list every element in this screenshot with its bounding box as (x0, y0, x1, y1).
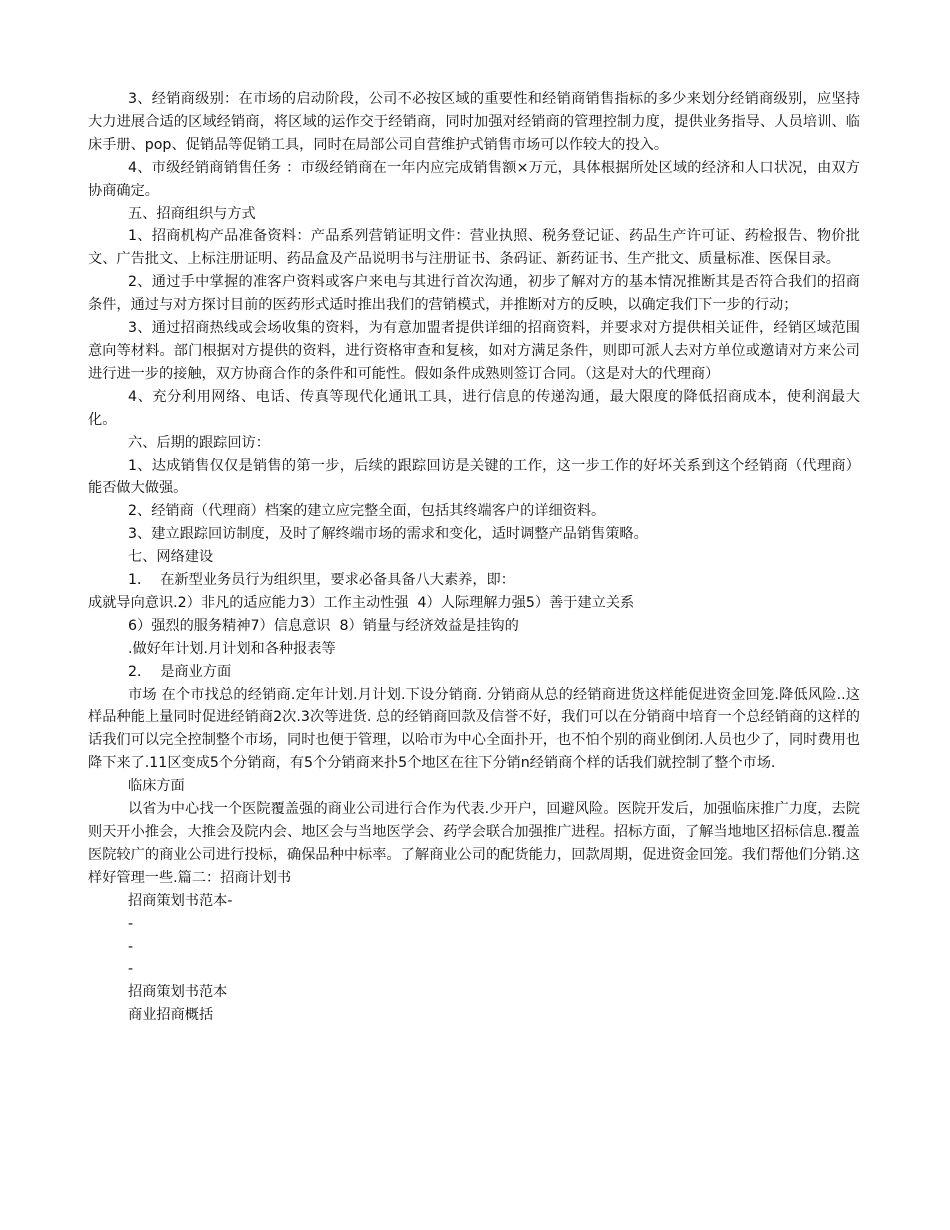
heading-section-7: 七、网络建设 (128, 549, 214, 566)
paragraph-city-sales-task: 4、市级经销商销售任务 ：市级经销商在一年内应完成销售额×万元，具体根据所处区域的经济和人口状况，由双方协商确定。 (88, 159, 860, 199)
list-item-1: 1． 在新型业务员行为组织里，要求必备具备八大素养，即： (128, 572, 515, 589)
paragraph-first-contact: 2、通过手中掌握的准客户资料或客户来电与其进行首次沟通，初步了解对方的基本情况推断其是否符合我们的招商条件，通过与对方探讨目前的医药形式适时推出我们的营销模式，并推断对方的反映，以确定我们下一步的行动； (88, 274, 860, 314)
line-dash-1: - (128, 915, 134, 932)
paragraph-clinical: 以省为中心找一个医院覆盖强的商业公司进行合作为代表.少开户，回避风险。医院开发后，加强临床推广力度，去院则天开小推会，大推会及院内会、地区会与当地医学会、药学会联合加强推广进程。招标方面，了解当地地区招标信息.覆盖医院较广的商业公司进行投标，确保品种中标率。了解商业公司的配货能力，回款周期，促进资金回笼。我们帮他们分销.这样好管理一些.篇二：招商计划书 (88, 801, 860, 886)
document-page (88, 88, 860, 1027)
line-template-title: 招商策划书范本- (128, 892, 233, 909)
paragraph-distributor-level: 3、经销商级别：在市场的启动阶段，公司不必按区域的重要性和经销商销售指标的多少来划分经销商级别，应坚持大力进展合适的区域经销商，将区域的运作交于经销商，同时加强对经销商的管理控制力度，提供业务指导、人员培训、临床手册、pop、促销品等促销工具，同时在局部公司自营维护式销售市场可以作较大的投入。 (88, 91, 860, 153)
paragraph-hotline: 3、通过招商热线或会场收集的资料，为有意加盟者提供详细的招商资料，并要求对方提供相关证件，经销区域范围意向等材料。部门根据对方提供的资料，进行资格审查和复核，如对方满足条件，则即可派人去对方单位或邀请对方来公司进行进一步的接触，双方协商合作的条件和可能性。假如条件成熟则签订合同。（这是对大的代理商） (88, 320, 860, 382)
line-template-title-2: 招商策划书范本 (128, 984, 228, 1001)
paragraph-market: 市场 在个市找总的经销商.定年计划.月计划.下设分销商. 分销商从总的经销商进货这样能促进资金回笼.降低风险..这样品种能上量同时促进经销商2次.3次等进货. 总的经销商回款及信誉不好，我们可以在分销商中培育一个总经销商的这样的话我们可以完全控制整个市场，同时也便于管理，以哈市为中心全面扑开，也不怕个别的商业倒闭.人员也少了，同时费用也降下来了.11区变成5个分销商，有5个分销商来扑5个地区在往下分销n经销商个样的话我们就控制了整个市场. (88, 686, 860, 772)
paragraph-network-tools: 4、充分利用网络、电话、传真等现代化通讯工具，进行信息的传递沟通，最大限度的降低招商成本，使利润最大化。 (88, 388, 860, 428)
heading-section-6: 六、后期的跟踪回访： (128, 434, 270, 451)
heading-section-5: 五、招商组织与方式 (128, 205, 256, 222)
heading-clinical: 临床方面 (128, 778, 185, 795)
paragraph-followup-1: 1、达成销售仅仅是销售的第一步，后续的跟踪回访是关键的工作，这一步工作的好坏关系到这个经销商（代理商）能否做大做强。 (88, 457, 860, 497)
paragraph-materials: 1、招商机构产品准备资料：产品系列营销证明文件：营业执照、税务登记证、药品生产许可证、药检报告、物价批文、广告批文、上标注册证明、药品盒及产品说明书与注册证书、条码证、新药证书、生产批文、质量标准、医保目录。 (88, 228, 860, 268)
paragraph-followup-3: 3、建立跟踪回访制度，及时了解终端市场的需求和变化，适时调整产品销售策略。 (128, 526, 648, 543)
line-dash-3: - (128, 961, 134, 978)
line-dash-2: - (128, 938, 134, 955)
line-overview: 商业招商概括 (128, 1007, 214, 1024)
qualities-line-2: 6）强烈的服务精神7）信息意识 8）销量与经济效益是挂钩的 (128, 617, 519, 634)
plan-line: .做好年计划.月计划和各种报表等 (128, 640, 336, 657)
qualities-line-1: 成就导向意识.2）非凡的适应能力3）工作主动性强 4）人际理解力强5）善于建立关系 (88, 594, 635, 611)
paragraph-followup-2: 2、经销商（代理商）档案的建立应完整全面，包括其终端客户的详细资料。 (128, 503, 606, 520)
list-item-2: 2． 是商业方面 (128, 663, 232, 680)
